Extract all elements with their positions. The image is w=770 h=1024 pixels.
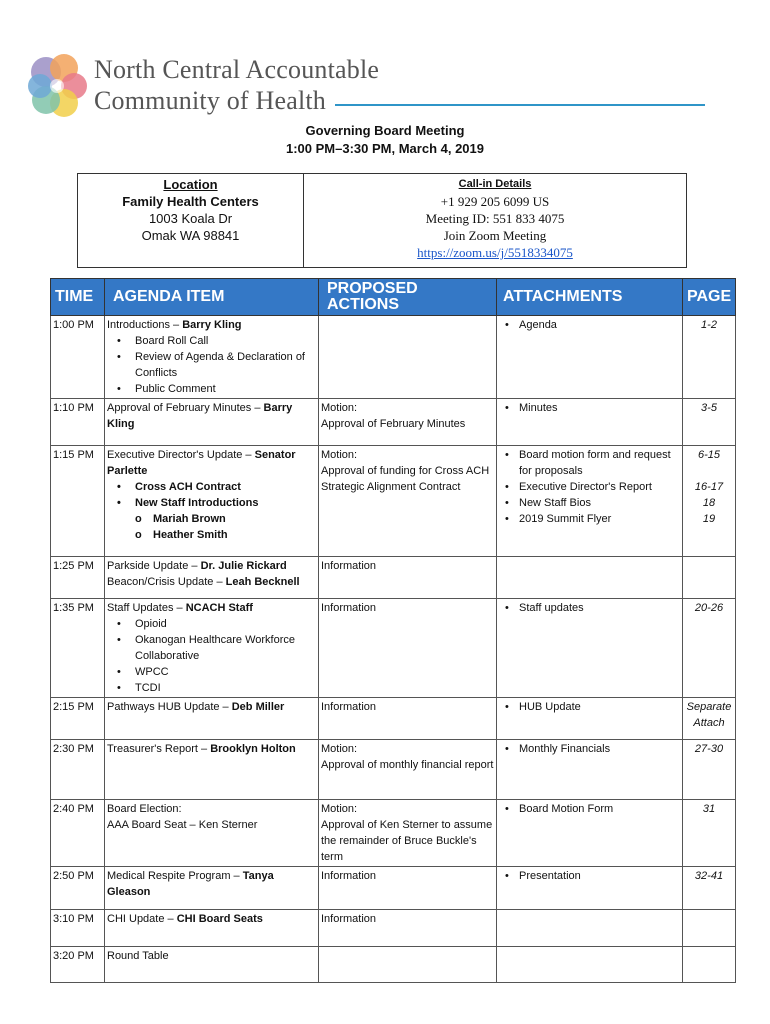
action-text: Approval of February Minutes (321, 418, 466, 430)
col-time: TIME (51, 279, 105, 316)
action-label: Motion: (321, 743, 358, 755)
row-time: 1:10 PM (51, 399, 105, 446)
item-presenter: CHI Board Seats (176, 913, 263, 925)
organization-name (94, 54, 379, 116)
row-actions (319, 740, 497, 800)
row-page (683, 446, 736, 557)
item-presenter: Dr. Julie Rickard (200, 560, 287, 572)
row-attachments (497, 910, 683, 947)
row-attachments (497, 399, 683, 446)
item-presenter: Deb Miller (231, 701, 285, 713)
attachment-item: • Executive Director's Report (499, 479, 680, 495)
action-label: Information (321, 560, 377, 572)
attachment-item: • Staff updates (499, 600, 680, 616)
page-range: 19 (702, 513, 716, 525)
location-heading: Location (163, 177, 218, 192)
item-text: Introductions – (107, 319, 183, 331)
list-item: • Public Comment (107, 381, 316, 397)
item-presenter: Barry Kling (182, 319, 242, 331)
row-agenda-item (105, 800, 319, 867)
location-name: Family Health Centers (122, 194, 259, 209)
row-page: 27-30 (683, 740, 736, 800)
table-row (51, 316, 736, 399)
action-label: Information (321, 870, 377, 882)
table-row (51, 399, 736, 446)
item-text: Executive Director's Update – (107, 449, 255, 461)
attachment-item: • Presentation (499, 868, 680, 884)
table-row (51, 599, 736, 698)
row-page (683, 947, 736, 983)
row-time: 2:30 PM (51, 740, 105, 800)
table-row (51, 910, 736, 947)
row-actions (319, 399, 497, 446)
col-proposed-actions: PROPOSED ACTIONS (319, 279, 497, 316)
row-agenda-item (105, 910, 319, 947)
sub-list-item: o Mariah Brown (107, 511, 316, 527)
row-actions (319, 910, 497, 947)
table-row (51, 740, 736, 800)
action-label: Motion: (321, 449, 358, 461)
call-in-join: Join Zoom Meeting (443, 228, 547, 243)
item-presenter: Leah Becknell (225, 576, 300, 588)
org-name-line1: North Central Accountable (94, 55, 380, 84)
row-attachments (497, 557, 683, 599)
action-label: Information (321, 602, 377, 614)
row-agenda-item (105, 599, 319, 698)
list-item: • Board Roll Call (107, 333, 316, 349)
action-text: Approval of monthly financial report (321, 759, 494, 771)
row-page: 32-41 (683, 867, 736, 910)
agenda-header-row (51, 279, 736, 316)
row-actions (319, 947, 497, 983)
row-actions (319, 557, 497, 599)
list-item: • Okanogan Healthcare Workforce Collaborative (107, 632, 316, 664)
row-attachments (497, 446, 683, 557)
row-attachments (497, 316, 683, 399)
row-actions (319, 316, 497, 399)
action-label: Motion: (321, 402, 358, 414)
zoom-link[interactable]: https://zoom.us/j/5518334075 (417, 245, 573, 260)
table-row (51, 947, 736, 983)
row-attachments (497, 800, 683, 867)
page-range: 16-17 (694, 481, 724, 493)
row-actions (319, 867, 497, 910)
table-row (51, 698, 736, 740)
list-item: • New Staff Introductions (107, 495, 316, 511)
item-presenter: Senator Parlette (107, 449, 296, 477)
location-address1: 1003 Koala Dr (148, 211, 233, 226)
row-agenda-item (105, 867, 319, 910)
list-item: • Review of Agenda & Declaration of Conflicts (107, 349, 316, 381)
item-text: Parkside Update – (107, 560, 201, 572)
attachment-item: • 2019 Summit Flyer (499, 511, 680, 527)
action-text: Approval of funding for Cross ACH Strategic Alignment Contract (321, 465, 490, 493)
action-label: Information (321, 701, 377, 713)
item-text: Approval of February Minutes – (107, 402, 264, 414)
item-text: Board Election: (107, 803, 182, 815)
row-time: 2:40 PM (51, 800, 105, 867)
call-in-heading: Call-in Details (458, 178, 532, 190)
item-presenter: Barry Kling (107, 402, 293, 430)
row-agenda-item (105, 399, 319, 446)
row-actions (319, 599, 497, 698)
attachment-item: • HUB Update (499, 699, 680, 715)
table-row (51, 446, 736, 557)
item-text: Beacon/Crisis Update – (107, 576, 226, 588)
header-rule (335, 104, 705, 106)
row-agenda-item (105, 947, 319, 983)
row-actions (319, 698, 497, 740)
row-attachments (497, 947, 683, 983)
attachment-item: • Minutes (499, 400, 680, 416)
list-item: • TCDI (107, 680, 316, 696)
location-block (78, 176, 303, 244)
call-in-block (304, 176, 686, 261)
action-text: Approval of Ken Sterner to assume the remainder of Bruce Buckle's term (321, 819, 493, 863)
row-actions (319, 446, 497, 557)
row-page (683, 910, 736, 947)
call-in-phone: +1 929 205 6099 US (440, 194, 550, 209)
page-range: 6-15 (697, 449, 721, 461)
location-address2: Omak WA 98841 (141, 228, 240, 243)
col-attachments: ATTACHMENTS (497, 279, 683, 316)
row-agenda-item (105, 698, 319, 740)
col-agenda-item: AGENDA ITEM (105, 279, 319, 316)
item-text: Treasurer's Report – (107, 743, 211, 755)
org-name-line2: Community of Health (94, 86, 326, 115)
row-page (683, 557, 736, 599)
flower-logo-icon (24, 50, 90, 122)
row-attachments (497, 698, 683, 740)
action-label: Motion: (321, 803, 358, 815)
attachment-item: • New Staff Bios (499, 495, 680, 511)
row-time: 3:10 PM (51, 910, 105, 947)
row-time: 3:20 PM (51, 947, 105, 983)
row-attachments (497, 599, 683, 698)
row-page: 20-26 (683, 599, 736, 698)
row-time: 2:50 PM (51, 867, 105, 910)
col-page: PAGE (683, 279, 736, 316)
attachment-item: • Board motion form and request for proposals (499, 447, 680, 479)
sub-list-item: o Heather Smith (107, 527, 316, 543)
table-row (51, 800, 736, 867)
meeting-time: 1:00 PM–3:30 PM, March 4, 2019 (286, 141, 484, 156)
page-spacer (685, 463, 733, 479)
item-text: Medical Respite Program – (107, 870, 243, 882)
row-attachments (497, 740, 683, 800)
action-label: Information (321, 913, 377, 925)
table-row (51, 557, 736, 599)
row-agenda-item (105, 446, 319, 557)
row-page: 3-5 (683, 399, 736, 446)
row-time: 1:25 PM (51, 557, 105, 599)
row-page: Separate Attach (683, 698, 736, 740)
item-presenter: Tanya Gleason (107, 870, 274, 898)
row-time: 1:35 PM (51, 599, 105, 698)
item-text: CHI Update – (107, 913, 177, 925)
attachment-item: • Board Motion Form (499, 801, 680, 817)
call-in-meeting-id: Meeting ID: 551 833 4075 (425, 211, 565, 226)
row-time: 1:15 PM (51, 446, 105, 557)
page-range: 18 (702, 497, 716, 509)
row-agenda-item (105, 740, 319, 800)
item-text: Pathways HUB Update – (107, 701, 232, 713)
row-agenda-item (105, 316, 319, 399)
row-time: 2:15 PM (51, 698, 105, 740)
row-agenda-item (105, 557, 319, 599)
item-text: AAA Board Seat – Ken Sterner (107, 819, 258, 831)
item-presenter: Brooklyn Holton (210, 743, 296, 755)
row-time: 1:00 PM (51, 316, 105, 399)
meeting-title: Governing Board Meeting (305, 123, 465, 138)
meeting-details-box (77, 173, 687, 268)
row-attachments (497, 867, 683, 910)
row-page: 1-2 (683, 316, 736, 399)
item-presenter: NCACH Staff (185, 602, 253, 614)
row-page: 31 (683, 800, 736, 867)
item-text: Staff Updates – (107, 602, 186, 614)
attachment-item: • Agenda (499, 317, 680, 333)
agenda-table (50, 278, 736, 983)
list-item: • Opioid (107, 616, 316, 632)
attachment-item: • Monthly Financials (499, 741, 680, 757)
table-row (51, 867, 736, 910)
row-actions (319, 800, 497, 867)
list-item: • Cross ACH Contract (107, 479, 316, 495)
item-text: Round Table (107, 950, 169, 962)
list-item: • WPCC (107, 664, 316, 680)
